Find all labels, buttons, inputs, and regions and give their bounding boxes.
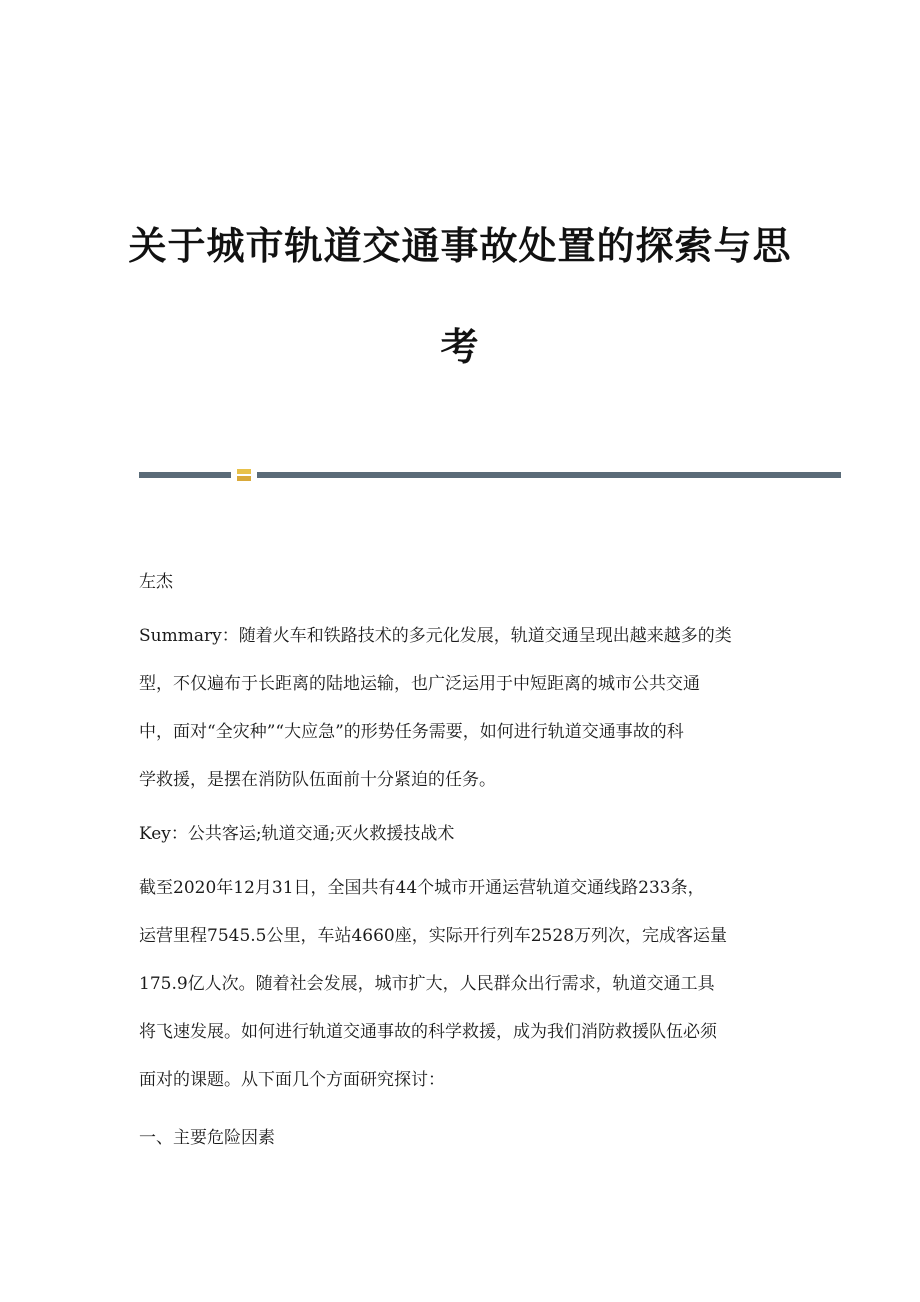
title-divider (139, 469, 841, 481)
section-heading: 一、主要危险因素 (139, 1128, 275, 1148)
summary-line: 学救援，是摆在消防队伍面前十分紧迫的任务。 (139, 770, 496, 790)
summary-line: 中，面对“全灾种”“大应急”的形势任务需要，如何进行轨道交通事故的科 (139, 722, 684, 742)
divider-bar-right (257, 472, 841, 478)
body-line: 将飞速发展。如何进行轨道交通事故的科学救援，成为我们消防救援队伍必须 (139, 1022, 717, 1042)
document-title-line-2: 考 (440, 324, 480, 369)
body-line: 截至2020年12月31日，全国共有44个城市开通运营轨道交通线路233条， (139, 878, 705, 898)
body-line: 175.9亿人次。随着社会发展，城市扩大，人民群众出行需求，轨道交通工具 (139, 974, 715, 994)
ornament-top (237, 469, 251, 474)
ornament-bottom (237, 476, 251, 481)
body-paragraph (139, 864, 789, 1104)
author-name: 左杰 (139, 572, 173, 592)
summary-paragraph (139, 612, 789, 804)
divider-bar-left (139, 472, 231, 478)
body-line: 运营里程7545.5公里，车站4660座，实际开行列车2528万列次，完成客运量 (139, 926, 728, 946)
summary-line: 型，不仅遍布于长距离的陆地运输，也广泛运用于中短距离的城市公共交通 (139, 674, 700, 694)
keywords-line: Key：公共客运;轨道交通;灭火救援技战术 (139, 824, 455, 844)
body-line: 面对的课题。从下面几个方面研究探讨： (139, 1070, 445, 1090)
divider-ornament-icon (237, 469, 251, 481)
summary-line: Summary：随着火车和铁路技术的多元化发展，轨道交通呈现出越来越多的类 (139, 626, 732, 646)
document-title-line-1: 关于城市轨道交通事故处置的探索与思 (128, 223, 792, 268)
